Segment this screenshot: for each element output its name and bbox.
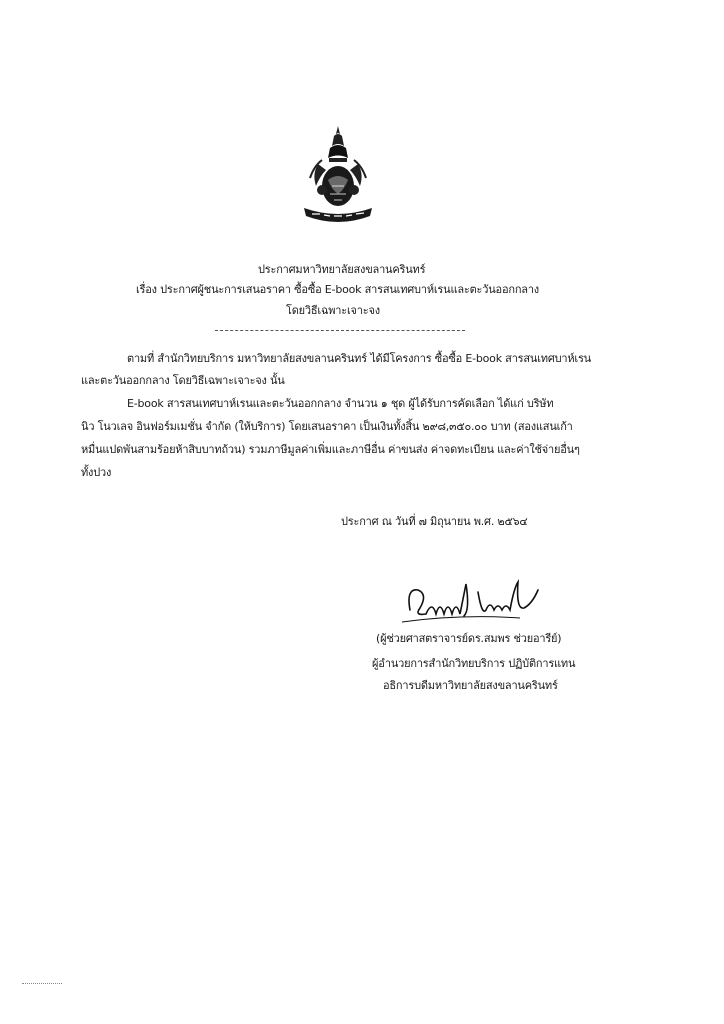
- body-paragraph-1-line-1: ตามที่ สำนักวิทยบริการ มหาวิทยาลัยสงขลานครินทร์ ได้มีโครงการ ซื้อซื้อ E-book สารสนเทศบาห์เรน: [127, 352, 591, 365]
- announcement-date: ประกาศ ณ วันที่ ๗ มิถุนายน พ.ศ. ๒๕๖๔: [341, 515, 528, 528]
- signatory-name: (ผู้ช่วยศาสตราจารย์ดร.สมพร ช่วยอารีย์): [376, 632, 562, 645]
- body-paragraph-2-line-3: หมื่นแปดพันสามร้อยห้าสิบบาทถ้วน) รวมภาษีมูลค่าเพิ่มและภาษีอื่น ค่าขนส่ง ค่าจดทะเบียน และค่าใช้จ่ายอื่นๆ: [81, 443, 580, 456]
- university-emblem-icon: [300, 124, 376, 224]
- scan-mark: [22, 983, 62, 986]
- body-paragraph-1-line-2: และตะวันออกกลาง โดยวิธีเฉพาะเจาะจง นั้น: [81, 374, 285, 387]
- handwritten-signature: [400, 570, 550, 630]
- announcement-method: โดยวิธีเฉพาะเจาะจง: [286, 304, 380, 317]
- header-divider: [215, 330, 465, 331]
- signatory-position-1: ผู้อำนวยการสำนักวิทยบริการ ปฏิบัติการแทน: [372, 657, 576, 670]
- announcement-subject: เรื่อง ประกาศผู้ชนะการเสนอราคา ซื้อซื้อ E-book สารสนเทศบาห์เรนและตะวันออกกลาง: [136, 283, 539, 296]
- body-paragraph-2-line-2: นิว โนวเลจ อินฟอร์มเมชั่น จำกัด (ให้บริการ) โดยเสนอราคา เป็นเงินทั้งสิ้น ๒๙๘,๓๕๐.๐๐ บาท (สองแสนเก้า: [81, 420, 573, 433]
- announcement-title: ประกาศมหาวิทยาลัยสงขลานครินทร์: [258, 263, 426, 276]
- signatory-position-2: อธิการบดีมหาวิทยาลัยสงขลานครินทร์: [383, 679, 558, 692]
- body-paragraph-2-line-4: ทั้งปวง: [81, 466, 112, 479]
- body-paragraph-2-line-1: E-book สารสนเทศบาห์เรนและตะวันออกกลาง จำนวน ๑ ชุด ผู้ได้รับการคัดเลือก ได้แก่ บริษัท: [127, 397, 554, 410]
